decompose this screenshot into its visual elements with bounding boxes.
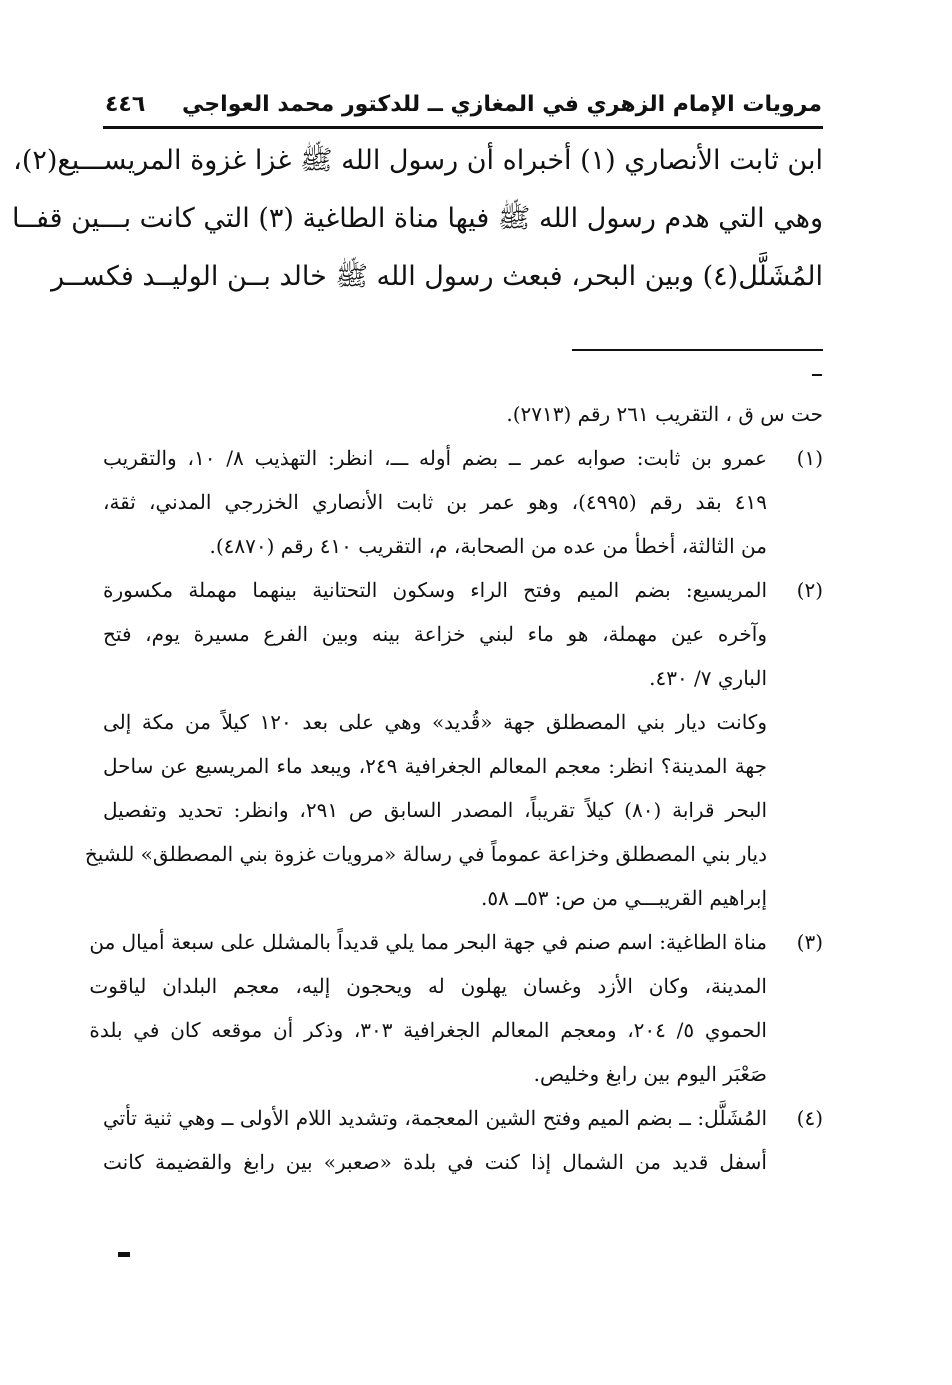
footnote-line: إبراهيم القريبـــي من ص: ٥٣ــ ٥٨. [481,886,767,910]
footnote-continuation: حت س ق ، التقريب ٢٦١ رقم (٢٧١٣). [506,402,823,426]
footnote-line: صَعْبَر اليوم بين رابغ وخليص. [533,1062,767,1086]
footnote-number: (٤) [796,1106,823,1130]
footnote-number: (١) [796,446,823,470]
footnote-line: أسفل قديد من الشمال إذا كنت في بلدة «صعبر» بين رابغ والقضيمة كانت [103,1150,767,1174]
footnote-line: المدينة، وكان الأزد وغسان يهلون له ويحجون إليه، معجم البلدان لياقوت [89,974,767,998]
footnote-line: عمرو بن ثابت: صوابه عمر ــ بضم أوله ـــ، انظر: التهذيب ٨/ ١٠، والتقريب [103,446,767,470]
footnote-2 [103,568,823,700]
running-title: مرويات الإمام الزهري في المغازي ــ للدكتور محمد العواجي [182,91,822,117]
main-text-line: وهي التي هدم رسول الله ﷺ فيها مناة الطاغية (٣) التي كانت بـــين قفــا [11,203,823,234]
footnote-separator [572,349,823,351]
footnote-line: من الثالثة، أخطأ من عده من الصحابة، م، التقريب ٤١٠ رقم (٤٨٧٠). [209,534,767,558]
main-text-line: ابن ثابت الأنصاري (١) أخبراه أن رسول الله ﷺ غزا غزوة المريســـيع(٢)، [13,145,823,176]
footnote-3 [89,920,823,1096]
footnote-number: (٢) [796,578,823,602]
footnote-1 [103,436,823,568]
continuation-mark [118,1252,130,1257]
footnote-line: وآخره عين مهملة، هو ماء لبني خزاعة بينه وبين الفرع مسيرة يوم، فتح [103,622,767,646]
footnote-2-paragraph [84,700,767,920]
main-text-line: المُشَلَّل(٤) وبين البحر، فبعث رسول الله ﷺ خالد بــن الوليــد فكســر [51,261,823,292]
footnote-line: وكانت ديار بني المصطلق جهة «قُديد» وهي على بعد ١٢٠ كيلاً من مكة إلى [103,710,767,734]
continuation-mark [812,374,822,376]
footnote-line: مناة الطاغية: اسم صنم في جهة البحر مما يلي قديداً بالمشلل على سبعة أميال من [89,930,767,954]
footnote-line: ديار بني المصطلق وخزاعة عموماً في رسالة «مرويات غزوة بني المصطلق» للشيخ [84,842,767,866]
footnote-line: جهة المدينة؟ انظر: معجم المعالم الجغرافية ٢٤٩، ويبعد ماء المريسيع عن ساحل [103,754,767,778]
footnote-4 [103,1096,823,1184]
footnote-line: المُشَلَّل: ــ بضم الميم وفتح الشين المعجمة، وتشديد اللام الأولى ــ وهي ثنية تأتي [103,1106,767,1130]
footnote-line: الباري ٧/ ٤٣٠. [649,666,767,690]
footnotes [84,392,823,1184]
footnote-line: البحر قرابة (٨٠) كيلاً تقريباً، المصدر السابق ص ٢٩١، وانظر: تحديد وتفصيل [103,798,767,822]
footnote-number: (٣) [796,930,823,954]
footnote-line: ٤١٩ بقد رقم (٤٩٩٥)، وهو عمر بن ثابت الأنصاري الخزرجي المدني، ثقة، [103,490,768,514]
running-header [105,84,822,124]
footnote-line: الحموي ٥/ ٢٠٤، ومعجم المعالم الجغرافية ٣٠٣، وذكر أن موقعه كان في بلدة [89,1018,767,1042]
footnote-line: المريسيع: بضم الميم وفتح الراء وسكون التحتانية بينهما مهملة مكسورة [103,578,767,602]
header-rule [103,126,823,129]
main-text [11,132,823,306]
page-number: ٤٤٦ [105,91,146,117]
